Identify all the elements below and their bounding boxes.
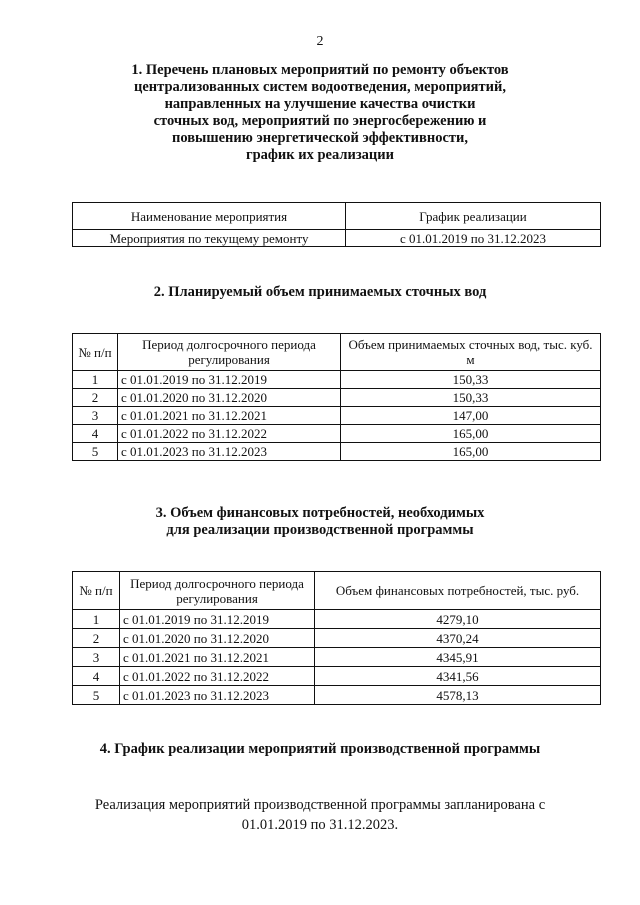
column-header: Период долгосрочного периода регулирования xyxy=(118,334,341,371)
table-row xyxy=(73,230,601,247)
period-cell: с 01.01.2020 по 31.12.2020 xyxy=(120,629,315,648)
period-cell: с 01.01.2023 по 31.12.2023 xyxy=(120,686,315,705)
table-row xyxy=(73,648,601,667)
row-number: 2 xyxy=(73,629,120,648)
row-number: 1 xyxy=(73,610,120,629)
row-number: 3 xyxy=(73,648,120,667)
title-line: централизованных систем водоотведения, мероприятий, xyxy=(134,79,506,95)
implementation-paragraph xyxy=(0,795,640,835)
column-header: Период долгосрочного периода регулирования xyxy=(120,572,315,610)
period-cell: с 01.01.2021 по 31.12.2021 xyxy=(120,648,315,667)
value-cell: 165,00 xyxy=(341,425,601,443)
period-cell: с 01.01.2020 по 31.12.2020 xyxy=(118,389,341,407)
page-number: 2 xyxy=(316,34,324,49)
title-line: 4. График реализации мероприятий производственной программы xyxy=(99,741,541,757)
period-cell: с 01.01.2023 по 31.12.2023 xyxy=(118,443,341,461)
period-cell: с 01.01.2019 по 31.12.2019 xyxy=(118,371,341,389)
section-4-title xyxy=(0,741,640,758)
column-header: Объем финансовых потребностей, тыс. руб. xyxy=(315,572,601,610)
activity-name-cell: Мероприятия по текущему ремонту xyxy=(73,230,346,247)
period-cell: с 01.01.2022 по 31.12.2022 xyxy=(118,425,341,443)
row-number: 3 xyxy=(73,407,118,425)
table-row xyxy=(73,629,601,648)
section-2-title xyxy=(0,284,640,301)
row-number: 5 xyxy=(73,686,120,705)
period-cell: с 01.01.2021 по 31.12.2021 xyxy=(118,407,341,425)
activities-table xyxy=(72,202,601,247)
value-cell: 150,33 xyxy=(341,371,601,389)
table-row xyxy=(73,371,601,389)
paragraph-line: Реализация мероприятий производственной программы запланирована с xyxy=(94,797,546,813)
period-cell: с 01.01.2019 по 31.12.2019 xyxy=(120,610,315,629)
financial-needs-table xyxy=(72,571,601,705)
column-header: График реализации xyxy=(346,203,601,230)
title-line: сточных вод, мероприятий по энергосбережению и xyxy=(153,113,487,129)
table-row xyxy=(73,667,601,686)
table-row xyxy=(73,425,601,443)
column-header: Объем принимаемых сточных вод, тыс. куб. м xyxy=(341,334,601,371)
title-line: 1. Перечень плановых мероприятий по ремонту объектов xyxy=(131,62,509,78)
value-cell: 4578,13 xyxy=(315,686,601,705)
table-row xyxy=(73,610,601,629)
wastewater-volume-table xyxy=(72,333,601,461)
title-line: график их реализации xyxy=(245,147,394,163)
value-cell: 150,33 xyxy=(341,389,601,407)
title-line: 3. Объем финансовых потребностей, необходимых xyxy=(155,505,485,521)
table-row xyxy=(73,389,601,407)
row-number: 4 xyxy=(73,667,120,686)
title-line: направленных на улучшение качества очистки xyxy=(164,96,476,112)
row-number: 2 xyxy=(73,389,118,407)
column-header: № п/п xyxy=(73,334,118,371)
value-cell: 147,00 xyxy=(341,407,601,425)
row-number: 1 xyxy=(73,371,118,389)
table-row xyxy=(73,407,601,425)
title-line: для реализации производственной программы xyxy=(166,522,474,538)
value-cell: 165,00 xyxy=(341,443,601,461)
column-header: Наименование мероприятия xyxy=(73,203,346,230)
section-3-title xyxy=(0,505,640,539)
title-line: 2. Планируемый объем принимаемых сточных вод xyxy=(153,284,487,300)
schedule-cell: с 01.01.2019 по 31.12.2023 xyxy=(346,230,601,247)
value-cell: 4341,56 xyxy=(315,667,601,686)
value-cell: 4370,24 xyxy=(315,629,601,648)
table-row xyxy=(73,686,601,705)
period-cell: с 01.01.2022 по 31.12.2022 xyxy=(120,667,315,686)
paragraph-line: 01.01.2019 по 31.12.2023. xyxy=(241,817,399,833)
section-1-title xyxy=(0,62,640,164)
value-cell: 4279,10 xyxy=(315,610,601,629)
row-number: 4 xyxy=(73,425,118,443)
table-row xyxy=(73,443,601,461)
value-cell: 4345,91 xyxy=(315,648,601,667)
title-line: повышению энергетической эффективности, xyxy=(171,130,469,146)
column-header: № п/п xyxy=(73,572,120,610)
row-number: 5 xyxy=(73,443,118,461)
